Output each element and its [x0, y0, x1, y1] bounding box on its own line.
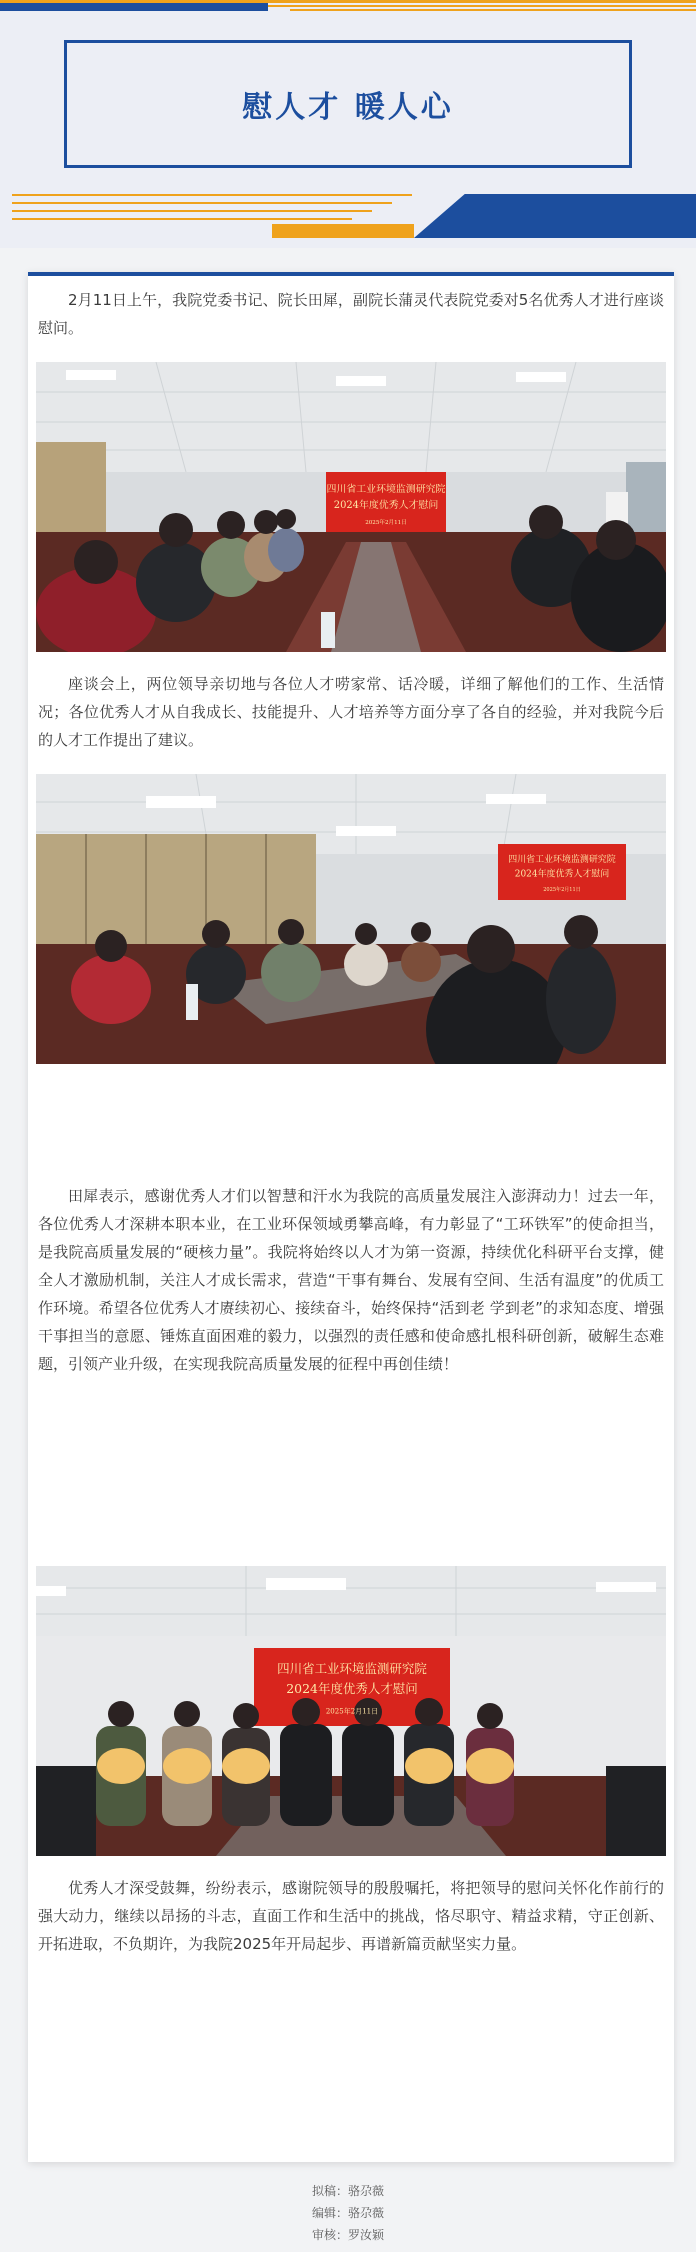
- decor-stripe: [268, 5, 696, 7]
- header-banner: [0, 0, 696, 248]
- decor-line: [12, 218, 352, 220]
- decor-line: [12, 210, 372, 212]
- screen-line-1: 四川省工业环境监测研究院: [277, 1660, 427, 1676]
- screen-line-2: 2024年度优秀人才慰问: [333, 499, 439, 511]
- photo-meeting-2: [36, 774, 666, 1064]
- article-card: [28, 272, 674, 2162]
- screen-line-2: 2024年度优秀人才慰问: [286, 1681, 418, 1697]
- page-title: 慰人才 暖人心: [242, 90, 454, 125]
- credits: [0, 2180, 696, 2246]
- paragraph-response: 优秀人才深受鼓舞，纷纷表示，感谢院领导的殷殷嘱托，将把领导的慰问关怀化作前行的强大动力，继续以昂扬的斗志，直面工作和生活中的挑战，恪尽职守、精益求精，守正创新、开拓进取，不负期许，为我院2025年开局起步、再谱新篇贡献坚实力量。: [38, 1879, 664, 1953]
- paragraph-discussion: 座谈会上，两位领导亲切地与各位人才唠家常、话冷暖，详细了解他们的工作、生活情况；各位优秀人才从自我成长、技能提升、人才培养等方面分享了各自的经验，并对我院今后的人才工作提出了建议。: [38, 675, 664, 749]
- screen-line-1: 四川省工业环境监测研究院: [326, 483, 446, 495]
- screen-line-3: 2025年2月11日: [543, 887, 581, 894]
- decor-line: [12, 194, 412, 196]
- decor-line: [12, 202, 392, 204]
- decor-stripe: [290, 9, 696, 11]
- paragraph-speech: 田犀表示，感谢优秀人才们以智慧和汗水为我院的高质量发展注入澎湃动力！过去一年，各位优秀人才深耕本职本业，在工业环保领域勇攀高峰，有力彰显了“工环铁军”的使命担当，是我院高质量发展的“硬核力量”。我院将始终以人才为第一资源，持续优化科研平台支撑，健全人才激励机制，关注人才成长需求，营造“干事有舞台、发展有空间、生活有温度”的优质工作环境。希望各位优秀人才赓续初心、接续奋斗，始终保持“活到老 学到老”的求知态度、增强干事担当的意愿、锤炼直面困难的毅力，以强烈的责任感和使命感扎根科研创新，破解生态难题，引领产业升级，在实现我院高质量发展的征程中再创佳绩！: [38, 1187, 664, 1373]
- photo-group: [36, 1566, 666, 1856]
- credit-draft: 拟稿：骆尕薇: [311, 2184, 384, 2198]
- credit-review: 审核：罗汝颖: [311, 2228, 384, 2242]
- screen-line-3: 2025年2月11日: [365, 520, 407, 527]
- photo-meeting-1: [36, 362, 666, 652]
- paragraph-intro: 2月11日上午，我院党委书记、院长田犀，副院长蒲灵代表院党委对5名优秀人才进行座谈慰问。: [38, 291, 664, 337]
- decor-block-blue: [414, 194, 696, 238]
- title-frame: [64, 40, 632, 168]
- screen-line-1: 四川省工业环境监测研究院: [508, 854, 616, 865]
- screen-line-2: 2024年度优秀人才慰问: [514, 869, 610, 880]
- decor-block-gold: [272, 224, 414, 238]
- credit-editor: 编辑：骆尕薇: [311, 2206, 384, 2220]
- screen-line-3: 2025年2月11日: [325, 1706, 379, 1716]
- decor-lines: [0, 190, 696, 236]
- decor-line-gold: [0, 0, 696, 3]
